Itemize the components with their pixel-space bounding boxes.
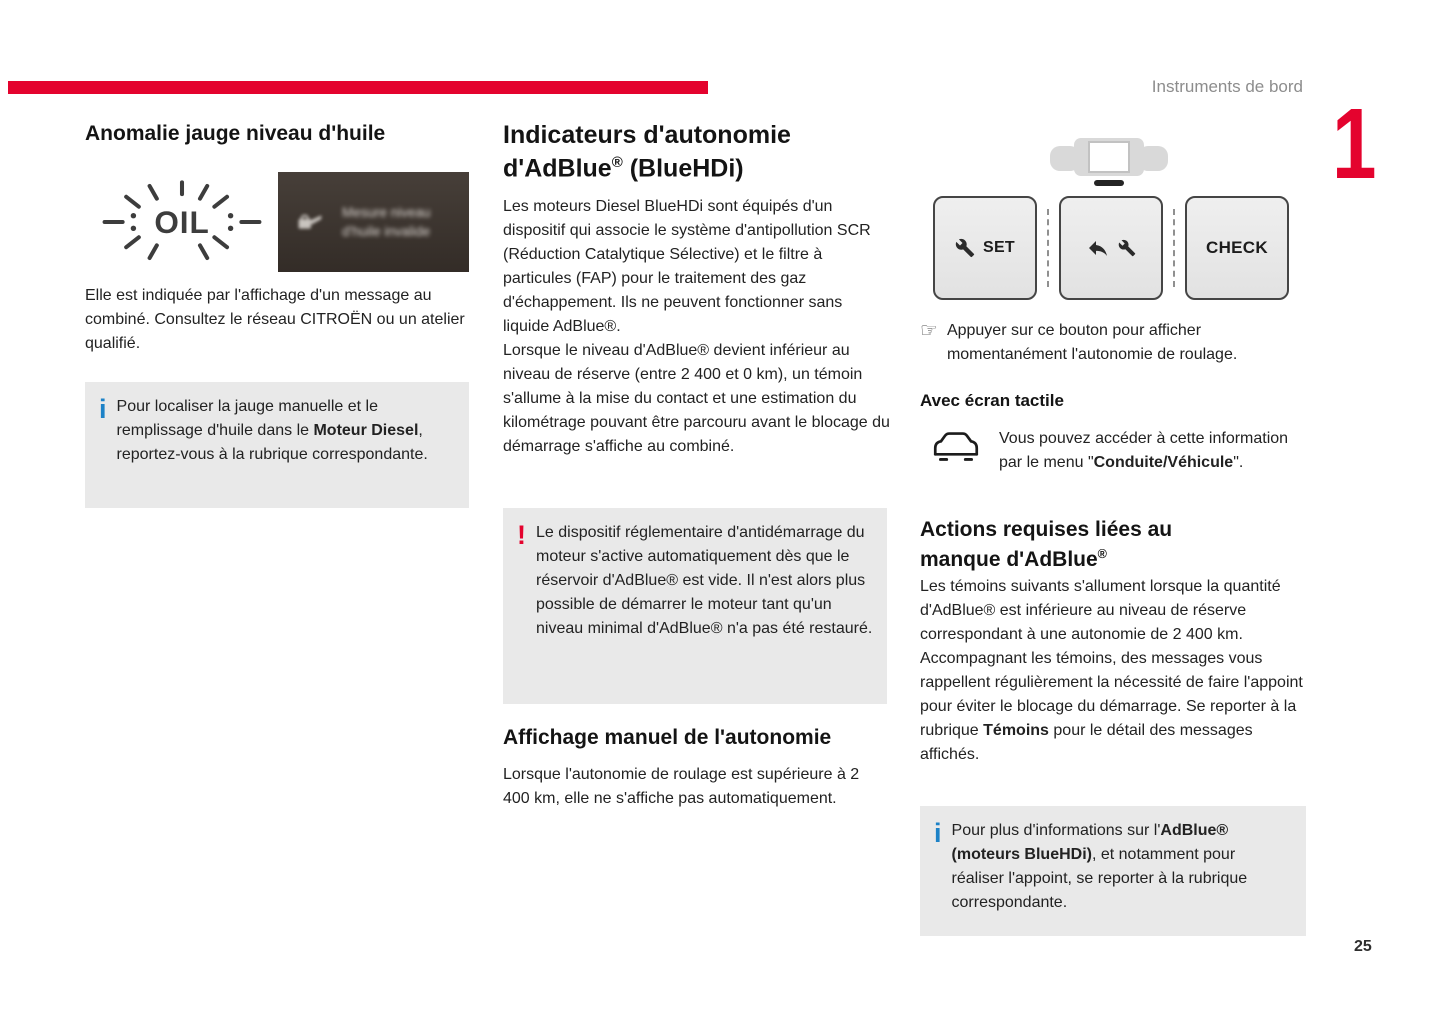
heading-oil-gauge: Anomalie jauge niveau d'huile bbox=[85, 122, 386, 145]
touch-text-post: ". bbox=[1233, 454, 1244, 471]
paragraph-touchscreen bbox=[999, 427, 1305, 475]
touchscreen-row bbox=[928, 427, 1308, 475]
info-box-oil-gauge bbox=[85, 382, 469, 508]
adblue-intro-block bbox=[503, 195, 891, 459]
adblue-info-bold: AdBlue® (moteurs BlueHDi) bbox=[951, 822, 1229, 863]
check-button bbox=[1185, 196, 1289, 300]
pointer-instruction bbox=[920, 319, 1292, 367]
refill-text-pre: Accompagnant les témoins, des messages vous rappellent régulièrement la nécessité de faire l'appoint pour éviter le blocage du démarrage. Se reporter à la rubrique bbox=[920, 650, 1303, 739]
car-icon bbox=[928, 429, 984, 463]
info-box-text bbox=[117, 395, 455, 467]
instrument-display-panel bbox=[278, 172, 469, 272]
info-box-adblue bbox=[920, 806, 1306, 936]
oil-label: OIL bbox=[153, 203, 210, 240]
touch-text-pre: Vous pouvez accéder à cette information par le menu " bbox=[999, 430, 1289, 471]
info-icon: i bbox=[934, 818, 942, 848]
warning-icon: ! bbox=[517, 520, 526, 550]
check-button-label: CHECK bbox=[1206, 238, 1268, 257]
warning-box-text: Le dispositif réglementaire d'antidémarrage du moteur s'active automatiquement dès que le réservoir d'AdBlue® est vide. Il n'est alors plus possible de démarrer le moteur tant qu'un niveau minimal d'AdBlue® n'a pas été restauré. bbox=[536, 524, 873, 637]
refill-text-bold: Témoins bbox=[983, 722, 1049, 739]
set-button bbox=[933, 196, 1037, 300]
refill-text-post: pour le détail des messages affichés. bbox=[920, 722, 1253, 763]
heading-actions-pre: Actions requises liées au manque d'AdBlue bbox=[920, 518, 1173, 571]
oil-warning-light-icon bbox=[85, 172, 278, 272]
adblue-info-post: , et notamment pour réaliser l'appoint, se reporter à la rubrique correspondante. bbox=[951, 846, 1248, 911]
paragraph-adblue-reserve: Lorsque le niveau d'AdBlue® devient inférieur au niveau de réserve (entre 2 400 et 0 km), un témoin s'allume à la mise du contact et une estimation du kilométrage pouvant être parcouru avant le blocage du démarrage s'affiche au combiné. bbox=[503, 342, 890, 455]
heading-adblue-pre: Indicateurs d'autonomie d'AdBlue bbox=[503, 121, 791, 183]
touch-text-bold: Conduite/Véhicule bbox=[1093, 454, 1234, 471]
instrument-cluster-icon bbox=[1048, 128, 1170, 195]
set-button-label: SET bbox=[982, 239, 1016, 256]
paragraph-manual-display: Lorsque l'autonomie de roulage est supérieure à 2 400 km, elle ne s'affiche pas automatiquement. bbox=[503, 766, 860, 807]
registered-mark: ® bbox=[611, 154, 623, 171]
paragraph-adblue-system: Les moteurs Diesel BlueHDi sont équipés d'un dispositif qui associe le système d'antipollution SCR (Réduction Catalytique Sélective) et le filtre à particules (FAP) pour le traitement des gaz d'échappement. Ils ne peuvent fonctionner sans liquide AdBlue®. bbox=[503, 198, 871, 335]
registered-mark: ® bbox=[1097, 547, 1107, 561]
pointing-hand-icon: ☞ bbox=[920, 318, 938, 342]
dashed-separator bbox=[1047, 209, 1049, 287]
adblue-actions-block bbox=[920, 575, 1312, 767]
paragraph-warning-lamps: Les témoins suivants s'allument lorsque la quantité d'AdBlue® est inférieure au niveau de réserve correspondant à une autonomie de 2 400 km. bbox=[920, 578, 1281, 643]
info-box-adblue-text bbox=[952, 819, 1292, 915]
steering-buttons bbox=[933, 196, 1289, 300]
display-message bbox=[342, 203, 431, 241]
paragraph-oil-message: Elle est indiquée par l'affichage d'un message au combiné. Consultez le réseau CITROËN ou un atelier qualifié. bbox=[85, 287, 465, 352]
info-text-pre: Pour localiser la jauge manuelle et le remplissage d'huile dans le bbox=[116, 398, 378, 439]
heading-adblue-indicators bbox=[503, 121, 903, 182]
oil-warning-figure bbox=[85, 172, 469, 272]
info-text-post: , reportez-vous à la rubrique correspondante. bbox=[116, 422, 428, 463]
display-message-line2: d'huile invalide bbox=[342, 224, 431, 239]
heading-manual-display: Affichage manuel de l'autonomie bbox=[503, 726, 832, 749]
wrench-icon bbox=[955, 238, 975, 258]
heading-adblue-actions bbox=[920, 517, 1255, 572]
oil-warning-rays bbox=[92, 176, 272, 268]
page-number: 25 bbox=[1354, 938, 1372, 955]
top-red-bar bbox=[8, 81, 708, 94]
adblue-info-pre: Pour plus d'informations sur l' bbox=[951, 822, 1161, 839]
page-header: Instruments de bord bbox=[1151, 77, 1303, 96]
paragraph-refill-messages bbox=[920, 647, 1312, 767]
info-text-bold: Moteur Diesel bbox=[313, 422, 419, 439]
heading-adblue-post: (BlueHDi) bbox=[622, 154, 744, 183]
return-wrench-button bbox=[1059, 196, 1163, 300]
info-icon: i bbox=[99, 394, 107, 424]
chapter-number: 1 bbox=[1332, 88, 1377, 200]
return-arrow-icon bbox=[1086, 236, 1110, 260]
wrench-icon bbox=[1118, 239, 1136, 257]
heading-touchscreen: Avec écran tactile bbox=[920, 391, 1064, 410]
oil-can-icon bbox=[292, 210, 326, 234]
display-message-line1: Mesure niveau bbox=[342, 205, 431, 220]
paragraph-button-press: Appuyer sur ce bouton pour afficher momentanément l'autonomie de roulage. bbox=[946, 322, 1238, 363]
dashed-separator bbox=[1173, 209, 1175, 287]
warning-box-antistart bbox=[503, 508, 887, 704]
